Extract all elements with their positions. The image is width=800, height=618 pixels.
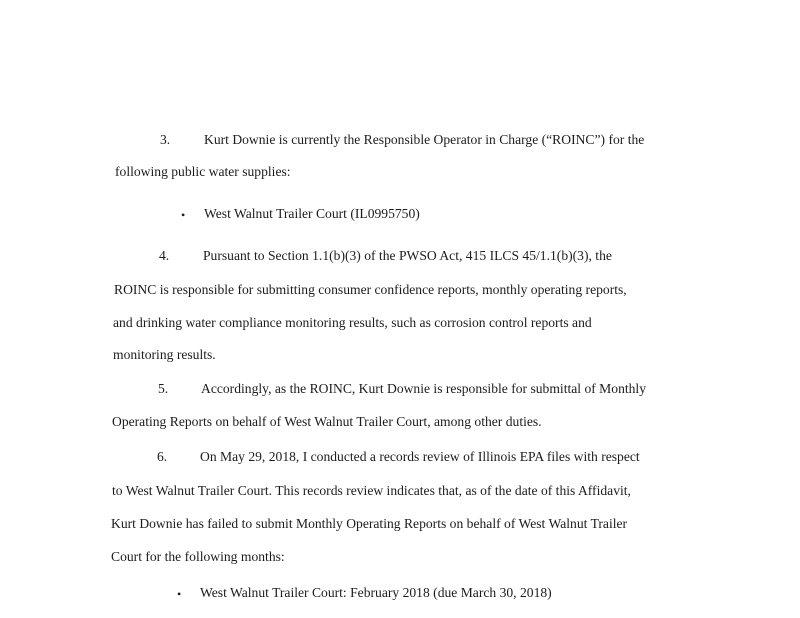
paragraph-6-line-4: Court for the following months: <box>111 549 285 564</box>
paragraph-3-line-2: following public water supplies: <box>115 164 291 179</box>
bullet-item-water-supply: West Walnut Trailer Court (IL0995750) <box>204 206 420 221</box>
paragraph-3-line-1: Kurt Downie is currently the Responsible Operator in Charge (“ROINC”) for the <box>204 132 645 147</box>
paragraph-5-line-1: Accordingly, as the ROINC, Kurt Downie is responsible for submittal of Monthly <box>201 381 647 396</box>
paragraph-4-number: 4. <box>159 248 170 263</box>
paragraph-6-line-1: On May 29, 2018, I conducted a records review of Illinois EPA files with respect <box>200 449 640 464</box>
bullet-item-missed-report: West Walnut Trailer Court: February 2018 (due March 30, 2018) <box>200 585 552 600</box>
paragraph-4-line-2: ROINC is responsible for submitting consumer confidence reports, monthly operating reports, <box>114 282 627 297</box>
paragraph-6-line-2: to West Walnut Trailer Court. This records review indicates that, as of the date of this Affidavit, <box>112 483 631 498</box>
bullet-icon: • <box>177 587 182 601</box>
paragraph-3-number: 3. <box>160 132 171 147</box>
bullet-icon: • <box>181 208 186 222</box>
paragraph-4-line-3: and drinking water compliance monitoring results, such as corrosion control reports and <box>113 315 592 330</box>
paragraph-5-line-2: Operating Reports on behalf of West Walnut Trailer Court, among other duties. <box>112 414 542 429</box>
paragraph-4-line-1: Pursuant to Section 1.1(b)(3) of the PWSO Act, 415 ILCS 45/1.1(b)(3), the <box>203 248 612 263</box>
paragraph-6-number: 6. <box>157 449 168 464</box>
paragraph-6-line-3: Kurt Downie has failed to submit Monthly Operating Reports on behalf of West Walnut Trailer <box>111 516 628 531</box>
paragraph-5-number: 5. <box>158 381 169 396</box>
paragraph-4-line-4: monitoring results. <box>113 347 216 362</box>
